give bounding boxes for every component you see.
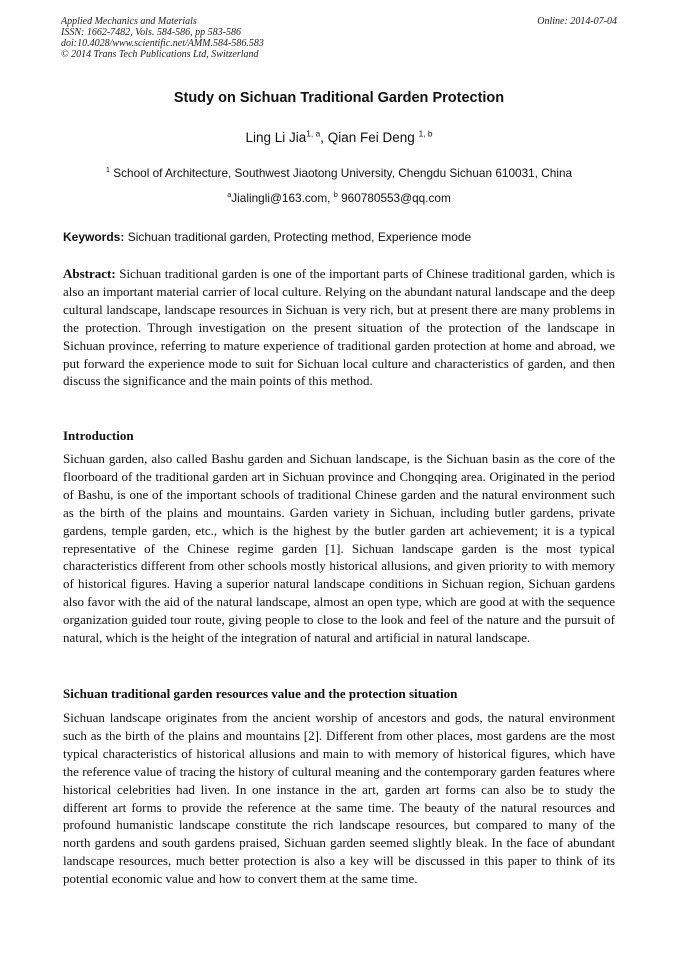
affiliation-superscript: 1 (105, 165, 110, 175)
email-superscript: a (227, 190, 232, 200)
author-name: Ling Li Jia (245, 130, 307, 145)
journal-header (61, 16, 617, 60)
author-superscript: 1, a (306, 128, 321, 139)
paper-title: Study on Sichuan Traditional Garden Protection (173, 90, 505, 106)
author-name: Qian Fei Deng (327, 130, 415, 145)
affiliation-text: School of Architecture, Southwest Jiaotong University, Chengdu Sichuan 610031, China (109, 166, 573, 180)
section2-paragraph: Sichuan landscape originates from the ancient worship of ancestors and gods, the natural environment such as the birth of the plains and mountains [2]. Different from other places, most gardens are the most typical characteristics of historical allusions and main to with memory of historical figures, which have the reference value of tracing the history of cultural meaning and the contemporary garden features where historical celebrities had liven. In one instance in the art, garden art forms can also be to study the different art forms to provide the reference at the same time. The beauty of the natural resources and profound humanistic landscape constitute the rich landscape resources, but compared to many of the north gardens and south gardens praised, Sichuan garden seemed slightly bleak. In the face of abundant landscape resources, much better protection is also a key will be discussed in this paper to think of its potential economic value and how to convert them at the same time. (63, 710, 615, 887)
issn-line: ISSN: 1662-7482, Vols. 584-586, pp 583-586 (61, 27, 241, 38)
author-line (61, 130, 617, 145)
keywords-label: Keywords: (63, 230, 125, 244)
online-date: Online: 2014-07-04 (537, 16, 617, 27)
affiliation (61, 166, 617, 180)
email-superscript: b (333, 190, 338, 200)
section-heading: Sichuan traditional garden resources value and the protection situation (63, 686, 458, 701)
copyright-line: © 2014 Trans Tech Publications Ltd, Switzerland (61, 49, 259, 60)
section-heading: Introduction (63, 428, 134, 443)
journal-info (61, 16, 617, 60)
abstract-label: Abstract: (63, 266, 116, 281)
author-separator: , (320, 130, 328, 145)
keywords-text: Sichuan traditional garden, Protecting method, Experience mode (124, 230, 472, 244)
journal-name: Applied Mechanics and Materials (61, 16, 197, 27)
email-line (61, 191, 617, 205)
doi-line: doi:10.4028/www.scientific.net/AMM.584-586.583 (61, 38, 264, 49)
intro-paragraph: Sichuan garden, also called Bashu garden and Sichuan landscape, is the Sichuan basin as the core of the floorboard of the traditional garden art in Sichuan province and Chongqing area. Originated in the period of Bashu, is one of the important schools of traditional Chinese garden and the natural environment such as the birth of the plains and mountains. Garden variety in Sichuan, including butler gardens, private gardens, temple garden, etc., which is the highest by the butler garden art achievement; it is a typical representative of the Chinese regime garden [1]. Sichuan landscape garden is the most typical characteristics different from other schools mostly historical allusions, and given priority to with memory of historical figures. Having a superior natural landscape conditions in Sichuan region, Sichuan gardens also favor with the aid of the natural landscape, almost an open type, which are good at with the sequence organization guided tour route, giving people to close to the look and feel of the nature and the pursuit of natural, which is the height of the integration of natural and artificial in natural landscape. (63, 451, 615, 646)
author-superscript: 1, b (418, 128, 433, 139)
abstract (63, 265, 615, 390)
email-b: 960780553@qq.com (337, 191, 451, 205)
email-a: Jialingli@163.com, (231, 191, 334, 205)
abstract-text: Sichuan traditional garden is one of the important parts of Chinese traditional garden, which is also an important material carrier of local culture. Relying on the abundant natural landscape and the deep cultural landscape, landscape resources in Sichuan is very rich, but at present there are many problems in the protection. Through investigation on the present situation of the protection of the landscape in Sichuan province, referring to mature experience of traditional garden protection at home and abroad, we put forward the experience mode to suit for Sichuan local culture and characteristics of garden, and then discuss the significance and the main points of this method. (63, 266, 615, 389)
keywords (63, 230, 615, 244)
